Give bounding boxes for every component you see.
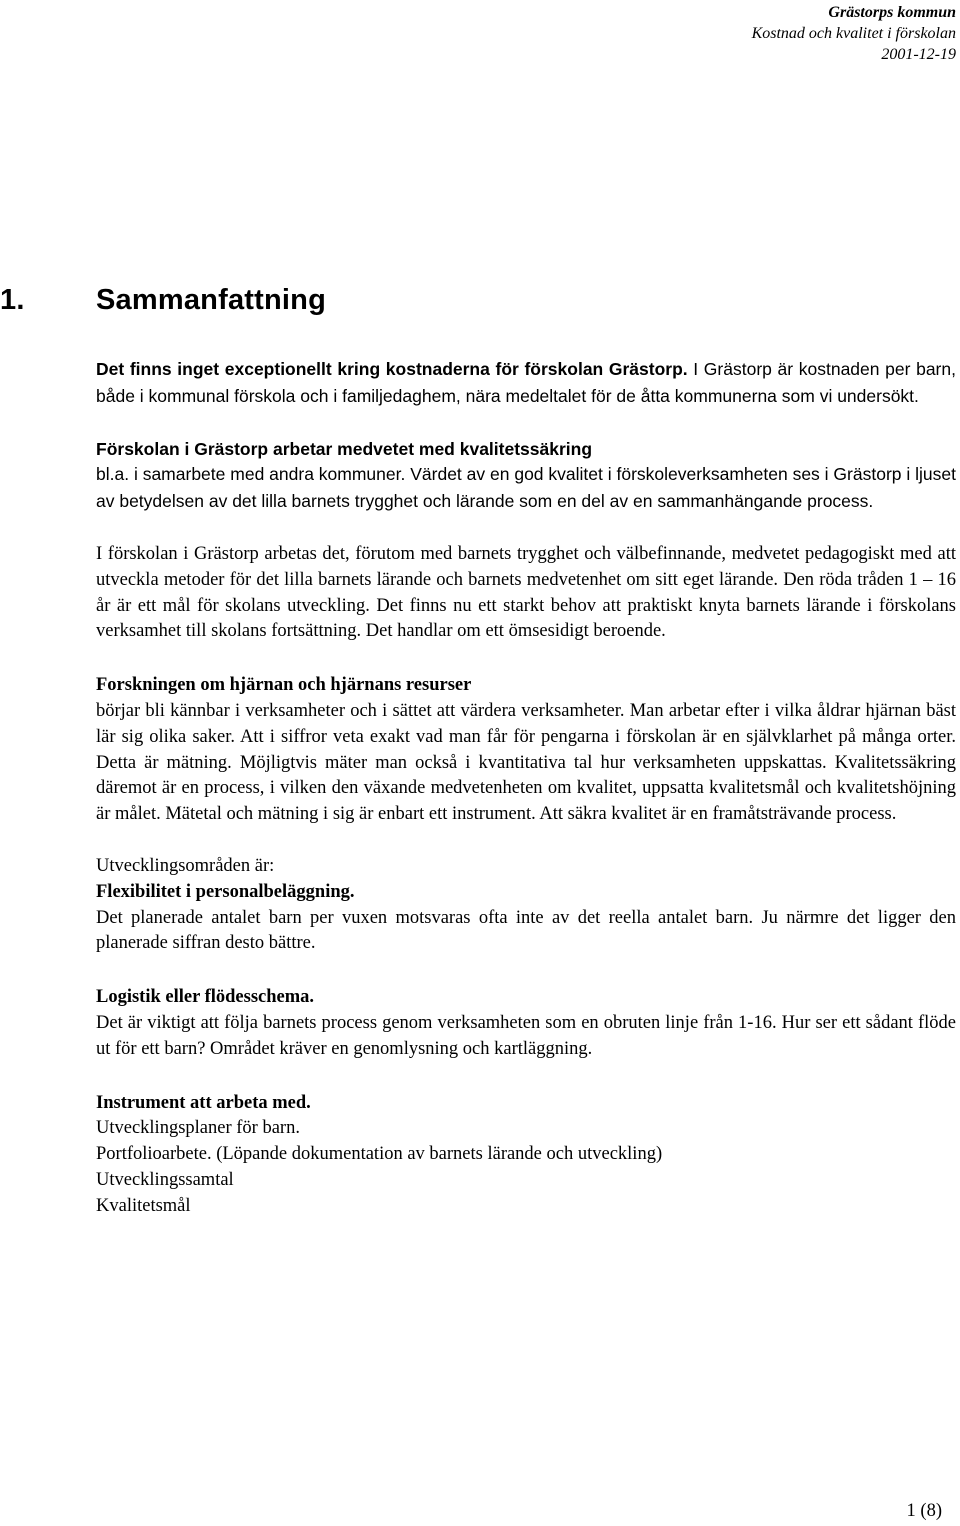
instrument-item: Utvecklingssamtal [96,1169,234,1190]
instrument-item: Kvalitetsmål [96,1195,191,1216]
quality-paragraph [96,462,956,516]
quality-heading: Förskolan i Grästorp arbetar medvetet med kvalitetssäkring [96,438,593,459]
header-organization: Grästorps kommun [828,4,956,21]
logistics-heading: Logistik eller flödesschema. [96,987,315,1008]
development-intro: Utvecklingsområden är: [96,855,275,876]
instrument-item: Utvecklingsplaner för barn. [96,1118,300,1139]
section-number: 1. [0,284,25,316]
header-report-title: Kostnad och kvalitet i förskolan [751,25,956,42]
flexibility-heading: Flexibilitet i personalbeläggning. [96,881,355,902]
instruments-heading: Instrument att arbeta med. [96,1092,311,1113]
quality-text: Värdet av en god kvalitet i förskoleverksamheten ses i Grästorp i ljuset av betydelsen av det lilla barnets trygghet och lärande som en del av en sammanhängande process. [96,464,956,512]
instrument-item: Portfolioarbete. (Löpande dokumentation av barnets lärande och utveckling) [96,1144,663,1165]
logistics-text: Det är viktigt att följa barnets process genom verksamheten som en obruten linje från 1-16. Hur ser ett sådant flöde ut för ett barn? Området kräver en genomlysning och kartläggning. [96,1012,956,1059]
summary-bold-lead: Det finns inget exceptionellt kring kostnaderna för förskolan Grästorp. [96,359,688,379]
flexibility-text: Det planerade antalet barn per vuxen motsvaras ofta inte av det reella antalet barn. Ju närmre det ligger den planerade siffran desto bättre. [96,907,956,954]
learning-paragraph: I förskolan i Grästorp arbetas det, förutom med barnets trygghet och välbefinnande, medvetet pedagogiskt med att utveckla metoder för det lilla barnets lärande och barnets medvetenhet om sitt eget lärande. Den röda tråden 1 – 16 år är ett mål för skolans utveckling. Det finns nu ett starkt behov att praktiskt knyta barnets lärande i förskolans verksamhet till skolans fortsättning. Det handlar om ett ömsesidigt beroende. [96,543,956,642]
quality-lead: bl.a. i samarbete med andra kommuner. [96,464,406,485]
page-body [96,357,956,1220]
research-heading: Forskningen om hjärnan och hjärnans resurser [96,675,472,696]
section-heading [0,284,326,317]
header-date: 2001-12-19 [881,46,956,63]
page-header [752,2,956,65]
page-number: 1 (8) [906,1501,942,1521]
summary-paragraph [96,357,956,411]
section-title: Sammanfattning [96,284,326,316]
summary-text: I Grästorp är kostnaden per barn, både i kommunal förskola och i familjedaghem, nära medeltalet för de åtta kommunerna som vi undersökt. [96,359,956,406]
research-paragraph: börjar bli kännbar i verksamheter och i sättet att värdera verksamheter. Man arbetar efter i vilka åldrar hjärnan bäst lär sig olika saker. Att i siffror veta exakt vad man får för pengarna i förskolan är en självklarhet på många orter. Detta är mätning. Möjligtvis mäter man också i kvantitativa tal hur verksamheten uppskattas. Kvalitetssäkring däremot är en process, i vilken den växande medvetenheten om kvalitet, uppsatta kvalitetsmål och kvalitetshöjning är målet. Mätetal och mätning i sig är enbart ett instrument. Att säkra kvalitet är en framåtsträvande process. [96,700,956,825]
